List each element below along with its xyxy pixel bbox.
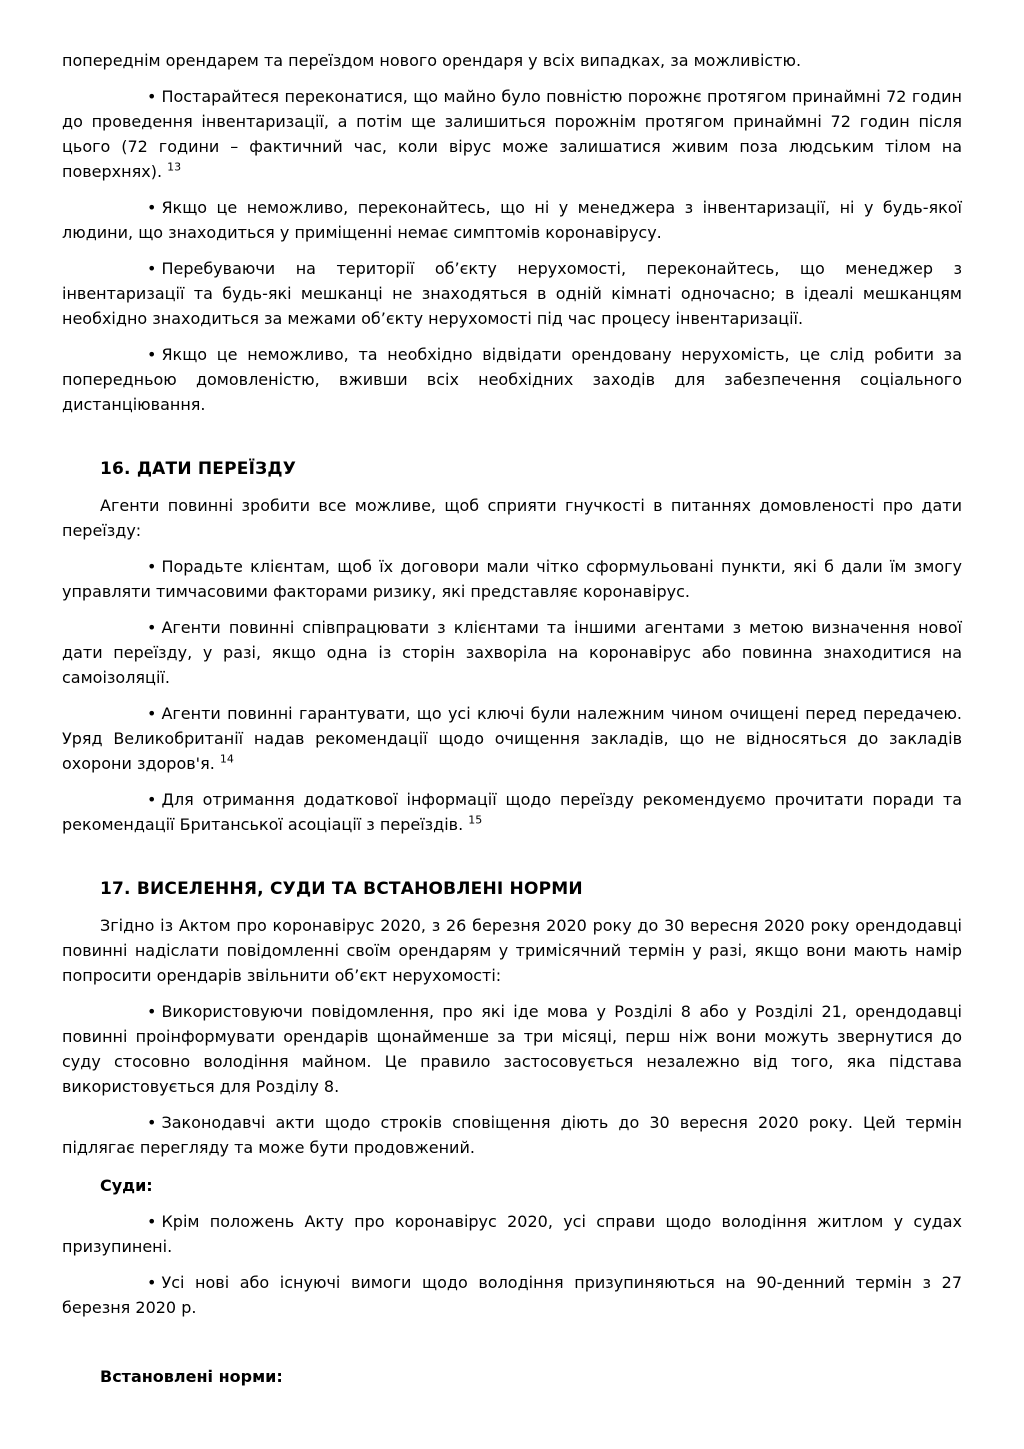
text-run: Для отримання додаткової інформації щодо переїзду рекомендуємо прочитати поради та рекомендації Британської асоціації з переїздів. xyxy=(62,790,962,834)
bullet-item xyxy=(62,1110,962,1160)
bullet-item xyxy=(62,1270,962,1320)
text-run: попереднім орендарем та переїздом нового орендаря у всіх випадках, за можливістю. xyxy=(62,51,802,70)
bullet-item xyxy=(62,256,962,331)
text-run: Постарайтеся переконатися, що майно було повністю порожнє протягом принаймні 72 годин до проведення інвентаризації, а потім ще залишиться порожнім протягом принаймні 72 годин після цього (72 години – фактичний час, коли вірус може залишатися живим поза людським тілом на поверхнях). xyxy=(62,87,962,181)
paragraph xyxy=(62,913,962,988)
text-run: Законодавчі акти щодо строків сповіщення діють до 30 вересня 2020 року. Цей термін підлягає перегляду та може бути продовжений. xyxy=(62,1113,962,1157)
bullet-item xyxy=(62,84,962,184)
text-run: Використовуючи повідомлення, про які іде мова у Розділі 8 або у Розділі 21, орендодавці повинні проінформувати орендарів щонайменше за три місяці, перш ніж вони можуть звернутися до суду стосовно володіння майном. Це правило застосовується незалежно від того, яка підстава використовується для Розділу 8. xyxy=(62,1002,962,1096)
bullet-item xyxy=(62,787,962,837)
bullet-item xyxy=(62,342,962,417)
bullet-item xyxy=(62,615,962,690)
bullet-dot-icon: • xyxy=(147,87,157,106)
bullet-dot-icon: • xyxy=(147,345,157,364)
bullet-item xyxy=(62,195,962,245)
text-run: Суди: xyxy=(100,1176,153,1195)
text-run: Порадьте клієнтам, щоб їх договори мали чітко сформульовані пункти, які б дали їм змогу управляти тимчасовими факторами ризику, які представляє коронавірус. xyxy=(62,557,962,601)
bullet-item xyxy=(62,999,962,1099)
bullet-dot-icon: • xyxy=(147,618,157,637)
text-run: Якщо це неможливо, та необхідно відвідати орендовану нерухомість, це слід робити за попередньою домовленістю, вживши всіх необхідних заходів для забезпечення соціального дистанціювання. xyxy=(62,345,962,414)
text-run: Агенти повинні зробити все можливе, щоб сприяти гнучкості в питаннях домовленості про дати переїзду: xyxy=(62,496,962,540)
text-run: Якщо це неможливо, переконайтесь, що ні у менеджера з інвентаризації, ні у будь-якої людини, що знаходиться у приміщенні немає симптомів коронавірусу. xyxy=(62,198,962,242)
text-run: 17. ВИСЕЛЕННЯ, СУДИ ТА ВСТАНОВЛЕНІ НОРМИ xyxy=(100,879,583,899)
text-run: Згідно із Актом про коронавірус 2020, з 26 березня 2020 року до 30 вересня 2020 року орендодавці повинні надіслати повідомленні своїм орендарям у тримісячний термін у разі, якщо вони мають намір попросити орендарів звільнити об’єкт нерухомості: xyxy=(62,916,962,985)
text-run: Перебуваючи на території об’єкту нерухомості, переконайтесь, що менеджер з інвентаризації та будь-які мешканці не знаходяться в одній кімнаті одночасно; в ідеалі мешканцям необхідно знаходиться за межами об’єкту нерухомості під час процесу інвентаризації. xyxy=(62,259,962,328)
bullet-dot-icon: • xyxy=(147,1113,157,1132)
bullet-dot-icon: • xyxy=(147,1212,157,1231)
sub-heading xyxy=(62,1173,962,1198)
paragraph xyxy=(62,48,962,73)
bullet-dot-icon: • xyxy=(147,1002,157,1021)
sub-heading xyxy=(62,1364,962,1389)
text-run: Встановлені норми: xyxy=(100,1367,283,1386)
text-run: Крім положень Акту про коронавірус 2020, усі справи щодо володіння житлом у судах призупинені. xyxy=(62,1212,962,1256)
text-run: Усі нові або існуючі вимоги щодо володіння призупиняються на 90-денний термін з 27 березня 2020 р. xyxy=(62,1273,962,1317)
text-run: Агенти повинні співпрацювати з клієнтами та іншими агентами з метою визначення нової дати переїзду, у разі, якщо одна із сторін захворіла на коронавірус або повинна знаходитися на самоізоляції. xyxy=(62,618,962,687)
bullet-dot-icon: • xyxy=(147,1273,157,1292)
bullet-dot-icon: • xyxy=(147,557,157,576)
footnote-ref: 13 xyxy=(167,160,182,174)
bullet-item xyxy=(62,701,962,776)
text-run: 16. ДАТИ ПЕРЕЇЗДУ xyxy=(100,459,297,479)
bullet-dot-icon: • xyxy=(147,259,157,278)
footnote-ref: 15 xyxy=(468,813,483,827)
footnote-ref: 14 xyxy=(219,752,234,766)
bullet-dot-icon: • xyxy=(147,198,157,217)
bullet-dot-icon: • xyxy=(147,704,157,723)
section-heading xyxy=(62,457,962,482)
paragraph xyxy=(62,493,962,543)
text-run: Агенти повинні гарантувати, що усі ключі були належним чином очищені перед передачею. Уряд Великобританії надав рекомендації щодо очищення закладів, що не відносяться до закладів охорони здоров'я. xyxy=(62,704,962,773)
bullet-dot-icon: • xyxy=(147,790,157,809)
bullet-item xyxy=(62,554,962,604)
bullet-item xyxy=(62,1209,962,1259)
section-heading xyxy=(62,877,962,902)
